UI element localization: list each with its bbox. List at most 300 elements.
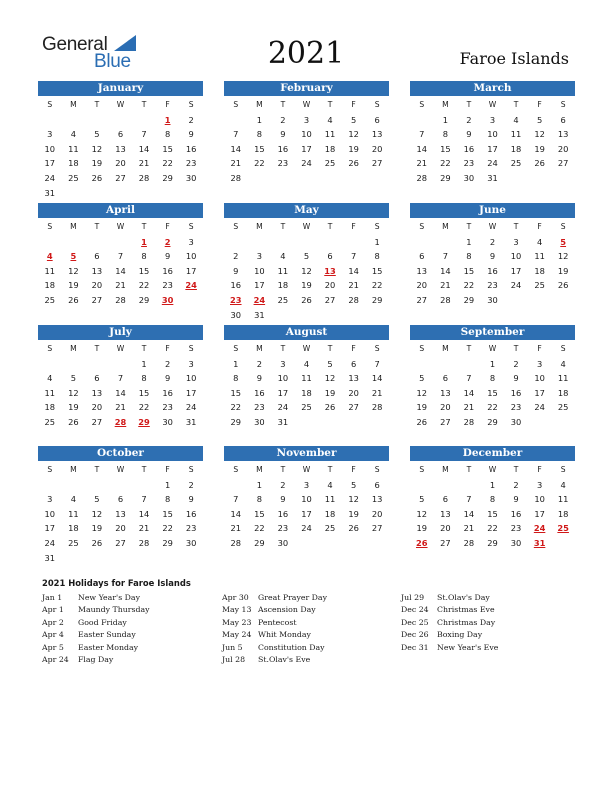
weekday-label: F [165, 222, 170, 231]
day-cell: 20 [557, 143, 569, 154]
day-cell: 27 [371, 523, 383, 534]
holiday-column [222, 592, 402, 666]
day-cell: 30 [487, 294, 498, 305]
weekday-label: F [537, 222, 542, 231]
day-cell: 28 [138, 537, 150, 548]
holiday-day: 24 [185, 280, 197, 291]
weekday-label: F [537, 100, 542, 109]
day-cell: 12 [91, 143, 103, 154]
day-cell: 6 [374, 114, 380, 125]
empty-cell [62, 478, 86, 493]
holiday-day: 5 [560, 236, 567, 247]
day-cell: 6 [117, 494, 124, 505]
day-cell: 31 [44, 552, 56, 563]
day-cell: 19 [348, 143, 359, 154]
day-cell: 13 [91, 387, 103, 398]
month-days [224, 463, 389, 551]
holiday-date: May 13 [222, 605, 252, 615]
day-cell: 19 [416, 523, 428, 534]
holiday-name: Christmas Eve [437, 605, 495, 615]
day-cell: 9 [513, 373, 519, 384]
day-cell: 16 [230, 280, 242, 291]
day-cell: 26 [91, 172, 103, 183]
day-cell: 11 [44, 387, 56, 398]
logo-blue-text: Blue [94, 51, 131, 72]
holiday-item [42, 654, 222, 666]
day-cell: 8 [164, 494, 171, 505]
day-cell: 16 [162, 387, 173, 398]
weekday-label: T [141, 222, 147, 231]
day-cell: 23 [254, 402, 265, 413]
day-cell: 1 [442, 114, 448, 125]
day-cell: 2 [164, 358, 171, 369]
holiday-item [401, 642, 581, 654]
day-cell: 11 [277, 265, 289, 276]
day-cell: 17 [185, 387, 197, 398]
day-cell: 15 [487, 387, 498, 398]
day-cell: 14 [348, 265, 359, 276]
day-cell: 22 [440, 158, 451, 169]
day-cell: 8 [141, 373, 147, 384]
weekday-label: F [351, 222, 356, 231]
holiday-name: New Year's Day [78, 593, 140, 602]
empty-cell [224, 113, 248, 128]
weekday-label: S [188, 465, 194, 474]
day-cell: 21 [463, 523, 475, 534]
day-cell: 25 [277, 294, 289, 305]
month-october [38, 446, 203, 565]
holiday-date: Jan 1 [42, 593, 63, 602]
holiday-day: 2 [164, 236, 171, 247]
day-cell: 5 [70, 373, 76, 384]
day-cell: 12 [348, 129, 359, 140]
day-cell: 18 [324, 508, 336, 519]
day-cell: 3 [256, 251, 262, 262]
day-cell: 19 [301, 280, 312, 291]
month-days [410, 342, 575, 430]
empty-cell [109, 235, 133, 250]
holiday-name: Great Prayer Day [258, 593, 327, 602]
day-cell: 18 [44, 402, 56, 413]
holiday-column [401, 592, 581, 654]
day-cell: 28 [230, 172, 242, 183]
day-cell: 31 [487, 172, 498, 183]
day-cell: 11 [68, 508, 79, 519]
day-cell: 7 [233, 129, 239, 140]
day-cell: 8 [466, 251, 472, 262]
day-cell: 31 [277, 416, 289, 427]
day-cell: 23 [277, 523, 289, 534]
day-cell: 26 [348, 158, 359, 169]
day-cell: 5 [94, 494, 100, 505]
empty-cell [410, 235, 434, 250]
day-cell: 25 [324, 523, 336, 534]
month-days [38, 220, 203, 308]
day-cell: 7 [141, 494, 147, 505]
day-cell: 8 [256, 129, 262, 140]
holiday-item [222, 642, 402, 654]
day-cell: 30 [254, 416, 265, 427]
month-days [224, 342, 389, 430]
day-cell: 16 [510, 387, 522, 398]
day-cell: 3 [489, 114, 496, 125]
holiday-date: Apr 30 [222, 593, 249, 602]
day-cell: 24 [487, 158, 498, 169]
day-cell: 22 [371, 280, 383, 291]
month-december [410, 446, 575, 551]
day-cell: 31 [185, 416, 197, 427]
day-cell: 2 [233, 251, 239, 262]
day-cell: 24 [301, 523, 312, 534]
holiday-item [222, 629, 402, 641]
weekday-label: W [488, 344, 497, 353]
holiday-name: Ascension Day [258, 605, 316, 615]
day-cell: 5 [94, 129, 100, 140]
holiday-name: Constitution Day [258, 642, 325, 652]
day-cell: 30 [510, 537, 522, 548]
day-cell: 15 [162, 508, 173, 519]
day-cell: 1 [141, 358, 147, 369]
holiday-day: 26 [416, 537, 428, 548]
day-cell: 26 [557, 280, 569, 291]
empty-cell [38, 113, 62, 128]
day-cell: 13 [371, 129, 383, 140]
day-cell: 7 [419, 129, 425, 140]
weekday-label: W [488, 465, 497, 474]
day-cell: 6 [374, 479, 380, 490]
day-cell: 3 [47, 494, 53, 505]
day-cell: 7 [350, 251, 357, 262]
day-cell: 22 [138, 280, 150, 291]
day-cell: 30 [162, 416, 173, 427]
day-cell: 26 [416, 416, 428, 427]
day-cell: 10 [301, 129, 312, 140]
day-cell: 7 [466, 373, 472, 384]
day-cell: 26 [91, 537, 103, 548]
day-cell: 29 [371, 294, 383, 305]
day-cell: 23 [277, 158, 289, 169]
month-days [38, 342, 203, 430]
day-cell: 4 [327, 479, 333, 490]
day-cell: 9 [233, 265, 239, 276]
month-days [224, 98, 389, 186]
day-cell: 6 [117, 129, 124, 140]
weekday-label: W [488, 222, 497, 231]
weekday-label: S [233, 100, 239, 109]
weekday-label: S [419, 100, 425, 109]
weekday-label: M [70, 465, 77, 474]
day-cell: 22 [162, 523, 173, 534]
weekday-label: W [116, 344, 125, 353]
day-cell: 13 [440, 508, 451, 519]
month-days [224, 220, 389, 322]
day-cell: 21 [115, 402, 126, 413]
weekday-label: S [188, 222, 194, 231]
day-cell: 27 [348, 402, 359, 413]
weekday-label: F [351, 100, 356, 109]
weekday-label: M [442, 344, 449, 353]
empty-cell [38, 235, 62, 250]
day-cell: 6 [419, 251, 425, 262]
day-cell: 12 [416, 387, 428, 398]
month-days [410, 463, 575, 551]
holiday-date: Apr 24 [42, 654, 69, 664]
day-cell: 21 [230, 523, 242, 534]
day-cell: 14 [416, 143, 428, 154]
day-cell: 25 [68, 537, 79, 548]
logo-general-text: General [42, 34, 108, 55]
day-cell: 1 [256, 114, 262, 125]
holiday-item [401, 604, 581, 616]
empty-cell [434, 235, 458, 250]
day-cell: 8 [141, 251, 147, 262]
day-cell: 20 [348, 387, 359, 398]
day-cell: 20 [371, 143, 383, 154]
day-cell: 20 [440, 402, 451, 413]
day-cell: 17 [44, 523, 56, 534]
day-cell: 9 [280, 129, 286, 140]
holiday-item [222, 592, 402, 604]
day-cell: 29 [487, 537, 498, 548]
month-days [38, 463, 203, 565]
holiday-name: Boxing Day [437, 630, 483, 640]
month-august [224, 325, 389, 430]
holiday-day: 1 [141, 236, 147, 247]
weekday-label: M [442, 100, 449, 109]
day-cell: 10 [277, 373, 289, 384]
day-cell: 21 [230, 158, 242, 169]
weekday-label: W [116, 465, 125, 474]
day-cell: 22 [254, 158, 265, 169]
day-cell: 7 [374, 358, 380, 369]
day-cell: 14 [230, 508, 242, 519]
day-cell: 24 [301, 158, 312, 169]
day-cell: 2 [280, 114, 286, 125]
day-cell: 11 [324, 129, 336, 140]
holiday-item [42, 617, 222, 629]
day-cell: 17 [534, 508, 545, 519]
day-cell: 2 [280, 479, 286, 490]
day-cell: 25 [534, 280, 545, 291]
day-cell: 14 [138, 508, 150, 519]
weekday-label: T [94, 344, 100, 353]
holiday-date: Jun 5 [222, 642, 243, 652]
day-cell: 8 [233, 373, 239, 384]
weekday-label: W [302, 465, 311, 474]
day-cell: 13 [91, 265, 103, 276]
month-title: August [224, 325, 389, 340]
day-cell: 25 [44, 294, 56, 305]
empty-cell [318, 235, 342, 250]
day-cell: 14 [115, 387, 126, 398]
weekday-label: T [94, 465, 100, 474]
day-cell: 27 [115, 537, 126, 548]
holiday-date: May 24 [222, 630, 252, 640]
day-cell: 1 [466, 236, 472, 247]
day-cell: 27 [440, 537, 451, 548]
day-cell: 22 [138, 402, 150, 413]
day-cell: 20 [115, 523, 126, 534]
holiday-name: Christmas Day [437, 617, 496, 627]
day-cell: 29 [487, 416, 498, 427]
day-cell: 16 [185, 143, 197, 154]
day-cell: 4 [70, 494, 76, 505]
day-cell: 2 [513, 358, 519, 369]
day-cell: 8 [442, 129, 448, 140]
weekday-label: T [141, 465, 147, 474]
day-cell: 11 [44, 265, 56, 276]
day-cell: 18 [277, 280, 289, 291]
day-cell: 19 [68, 402, 79, 413]
holiday-name: Maundy Thursday [78, 605, 150, 615]
month-july [38, 325, 203, 430]
weekday-label: S [233, 222, 239, 231]
day-cell: 21 [440, 280, 451, 291]
weekday-label: S [188, 100, 194, 109]
day-cell: 13 [371, 494, 383, 505]
weekday-label: F [165, 100, 170, 109]
day-cell: 24 [44, 172, 56, 183]
weekday-label: W [116, 222, 125, 231]
day-cell: 15 [440, 143, 451, 154]
month-title: April [38, 203, 203, 218]
holiday-day: 4 [46, 251, 53, 262]
day-cell: 21 [463, 402, 475, 413]
weekday-label: T [280, 465, 286, 474]
day-cell: 24 [277, 402, 289, 413]
day-cell: 19 [324, 387, 336, 398]
weekday-label: T [513, 344, 519, 353]
weekday-label: F [537, 344, 542, 353]
holiday-item [42, 592, 222, 604]
day-cell: 22 [254, 523, 265, 534]
day-cell: 27 [91, 294, 103, 305]
weekday-label: S [47, 465, 53, 474]
day-cell: 11 [324, 494, 336, 505]
day-cell: 23 [487, 280, 498, 291]
day-cell: 9 [256, 373, 262, 384]
day-cell: 10 [44, 143, 56, 154]
empty-cell [85, 478, 109, 493]
month-may [224, 203, 389, 322]
weekday-label: S [419, 344, 425, 353]
month-title: June [410, 203, 575, 218]
day-cell: 28 [440, 294, 451, 305]
day-cell: 31 [254, 309, 265, 320]
holiday-column [42, 592, 222, 666]
empty-cell [248, 235, 272, 250]
day-cell: 20 [416, 280, 428, 291]
holiday-name: Flag Day [78, 654, 114, 664]
day-cell: 27 [91, 416, 103, 427]
day-cell: 20 [91, 402, 103, 413]
weekday-label: T [141, 100, 147, 109]
day-cell: 3 [536, 479, 543, 490]
day-cell: 11 [301, 373, 312, 384]
weekday-label: M [256, 465, 263, 474]
day-cell: 9 [188, 494, 194, 505]
day-cell: 9 [188, 129, 194, 140]
day-cell: 9 [280, 494, 286, 505]
day-cell: 16 [185, 508, 197, 519]
day-cell: 30 [185, 537, 197, 548]
day-cell: 29 [230, 416, 242, 427]
day-cell: 14 [230, 143, 242, 154]
day-cell: 26 [534, 158, 545, 169]
weekday-label: F [165, 465, 170, 474]
day-cell: 1 [374, 236, 380, 247]
day-cell: 18 [534, 265, 545, 276]
holiday-day: 24 [253, 294, 266, 305]
empty-cell [410, 478, 434, 493]
day-cell: 26 [68, 416, 79, 427]
empty-cell [410, 113, 434, 128]
day-cell: 19 [557, 265, 569, 276]
weekday-label: T [280, 344, 286, 353]
day-cell: 15 [463, 265, 475, 276]
empty-cell [434, 357, 458, 372]
empty-cell [109, 357, 133, 372]
day-cell: 17 [44, 158, 56, 169]
day-cell: 3 [303, 114, 310, 125]
day-cell: 23 [162, 280, 173, 291]
day-cell: 25 [44, 416, 56, 427]
day-cell: 16 [487, 265, 498, 276]
day-cell: 15 [371, 265, 383, 276]
weekday-label: W [488, 100, 497, 109]
day-cell: 19 [348, 508, 359, 519]
day-cell: 12 [68, 387, 79, 398]
weekday-label: M [256, 344, 263, 353]
month-february [224, 81, 389, 186]
weekday-label: F [537, 465, 542, 474]
day-cell: 26 [301, 294, 312, 305]
day-cell: 13 [416, 265, 428, 276]
day-cell: 14 [115, 265, 126, 276]
holiday-day: 31 [533, 537, 546, 548]
day-cell: 12 [534, 129, 545, 140]
empty-cell [38, 478, 62, 493]
day-cell: 29 [440, 172, 451, 183]
day-cell: 19 [91, 158, 103, 169]
weekday-label: T [513, 222, 519, 231]
day-cell: 30 [277, 537, 289, 548]
country-name: Faroe Islands [459, 49, 569, 68]
day-cell: 16 [162, 265, 173, 276]
holiday-date: Apr 4 [42, 630, 64, 640]
holiday-day: 24 [533, 523, 546, 534]
empty-cell [62, 235, 86, 250]
day-cell: 22 [230, 402, 242, 413]
empty-cell [410, 357, 434, 372]
day-cell: 3 [47, 129, 53, 140]
day-cell: 22 [162, 158, 173, 169]
month-september [410, 325, 575, 430]
day-cell: 25 [510, 158, 522, 169]
weekday-label: T [141, 344, 147, 353]
holiday-item [42, 629, 222, 641]
day-cell: 17 [487, 143, 498, 154]
day-cell: 28 [416, 172, 428, 183]
day-cell: 27 [371, 158, 383, 169]
holiday-item [222, 654, 402, 666]
day-cell: 23 [185, 523, 197, 534]
day-cell: 28 [115, 294, 126, 305]
day-cell: 23 [510, 402, 522, 413]
weekday-label: T [513, 465, 519, 474]
day-cell: 24 [185, 402, 197, 413]
weekday-label: S [560, 100, 566, 109]
